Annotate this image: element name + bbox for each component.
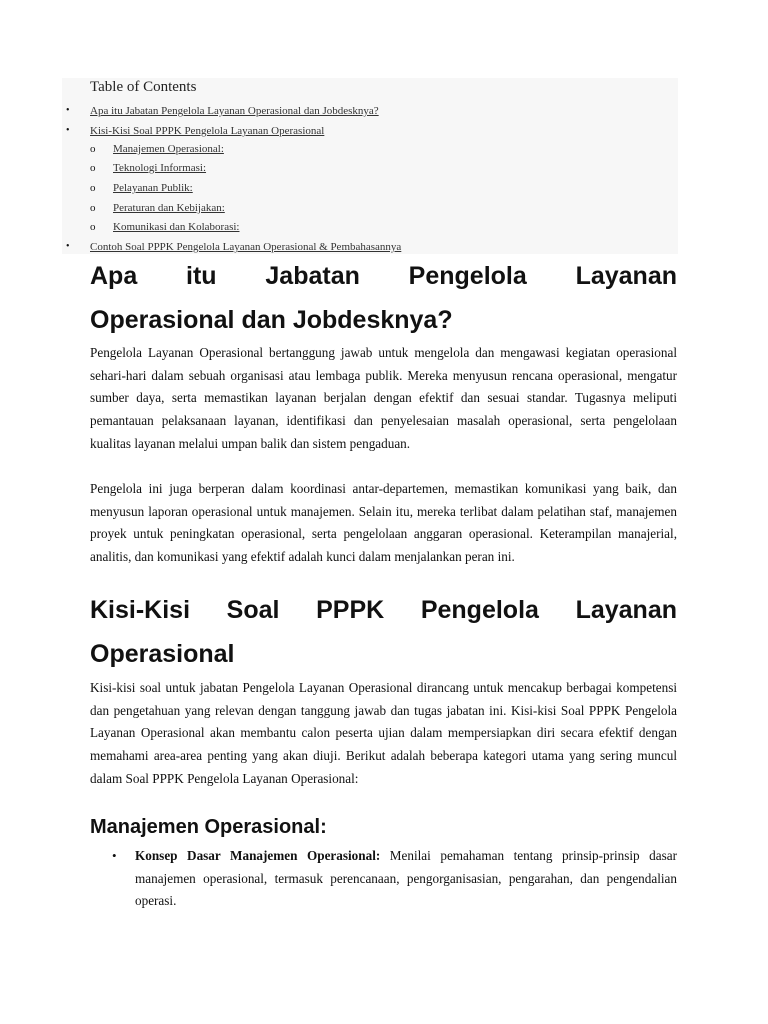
toc-sub-bullet: o	[90, 162, 96, 174]
toc-sub-bullet: o	[90, 182, 96, 194]
heading-line: Kisi-Kisi Soal PPPK Pengelola Layanan	[90, 596, 677, 624]
section-heading-jabatan	[90, 254, 677, 342]
toc-link-contoh-soal[interactable]: Contoh Soal PPPK Pengelola Layanan Operasional & Pembahasannya	[90, 241, 402, 253]
heading-line: Operasional dan Jobdesknya?	[90, 306, 453, 334]
paragraph: Pengelola Layanan Operasional bertanggung jawab untuk mengelola dan mengawasi kegiatan operasional sehari-hari dalam sebuah organisasi atau lembaga publik. Mereka menyusun rencana operasional, mengatur sumber daya, serta memastikan layanan berjalan dengan efektif dan sesuai standar. Tugasnya meliputi pemantauan pelaksanaan layanan, identifikasi dan penyelesaian masalah operasional, serta pengelolaan kualitas layanan melalui umpan balik dan sistem pengaduan.	[90, 345, 677, 451]
list-item-term: Konsep Dasar Manajemen Operasional:	[135, 848, 381, 863]
list-bullet: •	[112, 848, 117, 863]
heading-line: Apa itu Jabatan Pengelola Layanan	[90, 262, 677, 290]
toc-link-komunikasi[interactable]: Komunikasi dan Kolaborasi:	[113, 221, 240, 233]
toc-link-pelayanan[interactable]: Pelayanan Publik:	[113, 182, 193, 194]
toc-link-kisi-kisi[interactable]: Kisi-Kisi Soal PPPK Pengelola Layanan Operasional	[90, 125, 325, 137]
toc-bullet: •	[66, 125, 70, 136]
toc-bullet: •	[66, 105, 70, 116]
toc-title: Table of Contents	[90, 79, 197, 95]
list-item-text: Menilai pemahaman tentang prinsip-prinsip dasar manajemen operasional, termasuk perencanaan, pengorganisasian, pengarahan, dan pengendalian operasi.	[135, 848, 677, 909]
toc-bullet: •	[66, 241, 70, 252]
list-item	[135, 845, 677, 913]
toc-link-manajemen[interactable]: Manajemen Operasional:	[113, 143, 224, 155]
paragraph: Kisi-kisi soal untuk jabatan Pengelola Layanan Operasional dirancang untuk mencakup berbagai kompetensi dan pengetahuan yang relevan dengan tanggung jawab dan tugas jabatan ini. Kisi-kisi Soal PPPK Pengelola Layanan Operasional akan membantu calon peserta ujian dalam mempersiapkan diri secara efektif dengan memahami area-area penting yang akan diuji. Berikut adalah beberapa kategori utama yang sering muncul dalam Soal PPPK Pengelola Layanan Operasional:	[90, 680, 677, 786]
section-heading-kisi-kisi	[90, 588, 677, 676]
paragraph: Pengelola ini juga berperan dalam koordinasi antar-departemen, memastikan komunikasi yang baik, dan menyusun laporan operasional untuk manajemen. Selain itu, mereka terlibat dalam pelatihan staf, manajemen proyek untuk peningkatan operasional, serta pengelolaan anggaran operasional. Keterampilan manajerial, analitis, dan komunikasi yang efektif adalah kunci dalam menjalankan peran ini.	[90, 481, 677, 565]
toc-sub-bullet: o	[90, 143, 96, 155]
table-of-contents	[62, 78, 678, 254]
toc-link-teknologi[interactable]: Teknologi Informasi:	[113, 162, 207, 174]
toc-link-peraturan[interactable]: Peraturan dan Kebijakan:	[113, 202, 225, 214]
subsection-heading-manajemen: Manajemen Operasional:	[90, 816, 327, 838]
toc-sub-bullet: o	[90, 202, 96, 214]
toc-link-jabatan[interactable]: Apa itu Jabatan Pengelola Layanan Operasional dan Jobdesknya?	[90, 105, 379, 117]
heading-line: Operasional	[90, 640, 235, 668]
toc-sub-bullet: o	[90, 221, 96, 233]
